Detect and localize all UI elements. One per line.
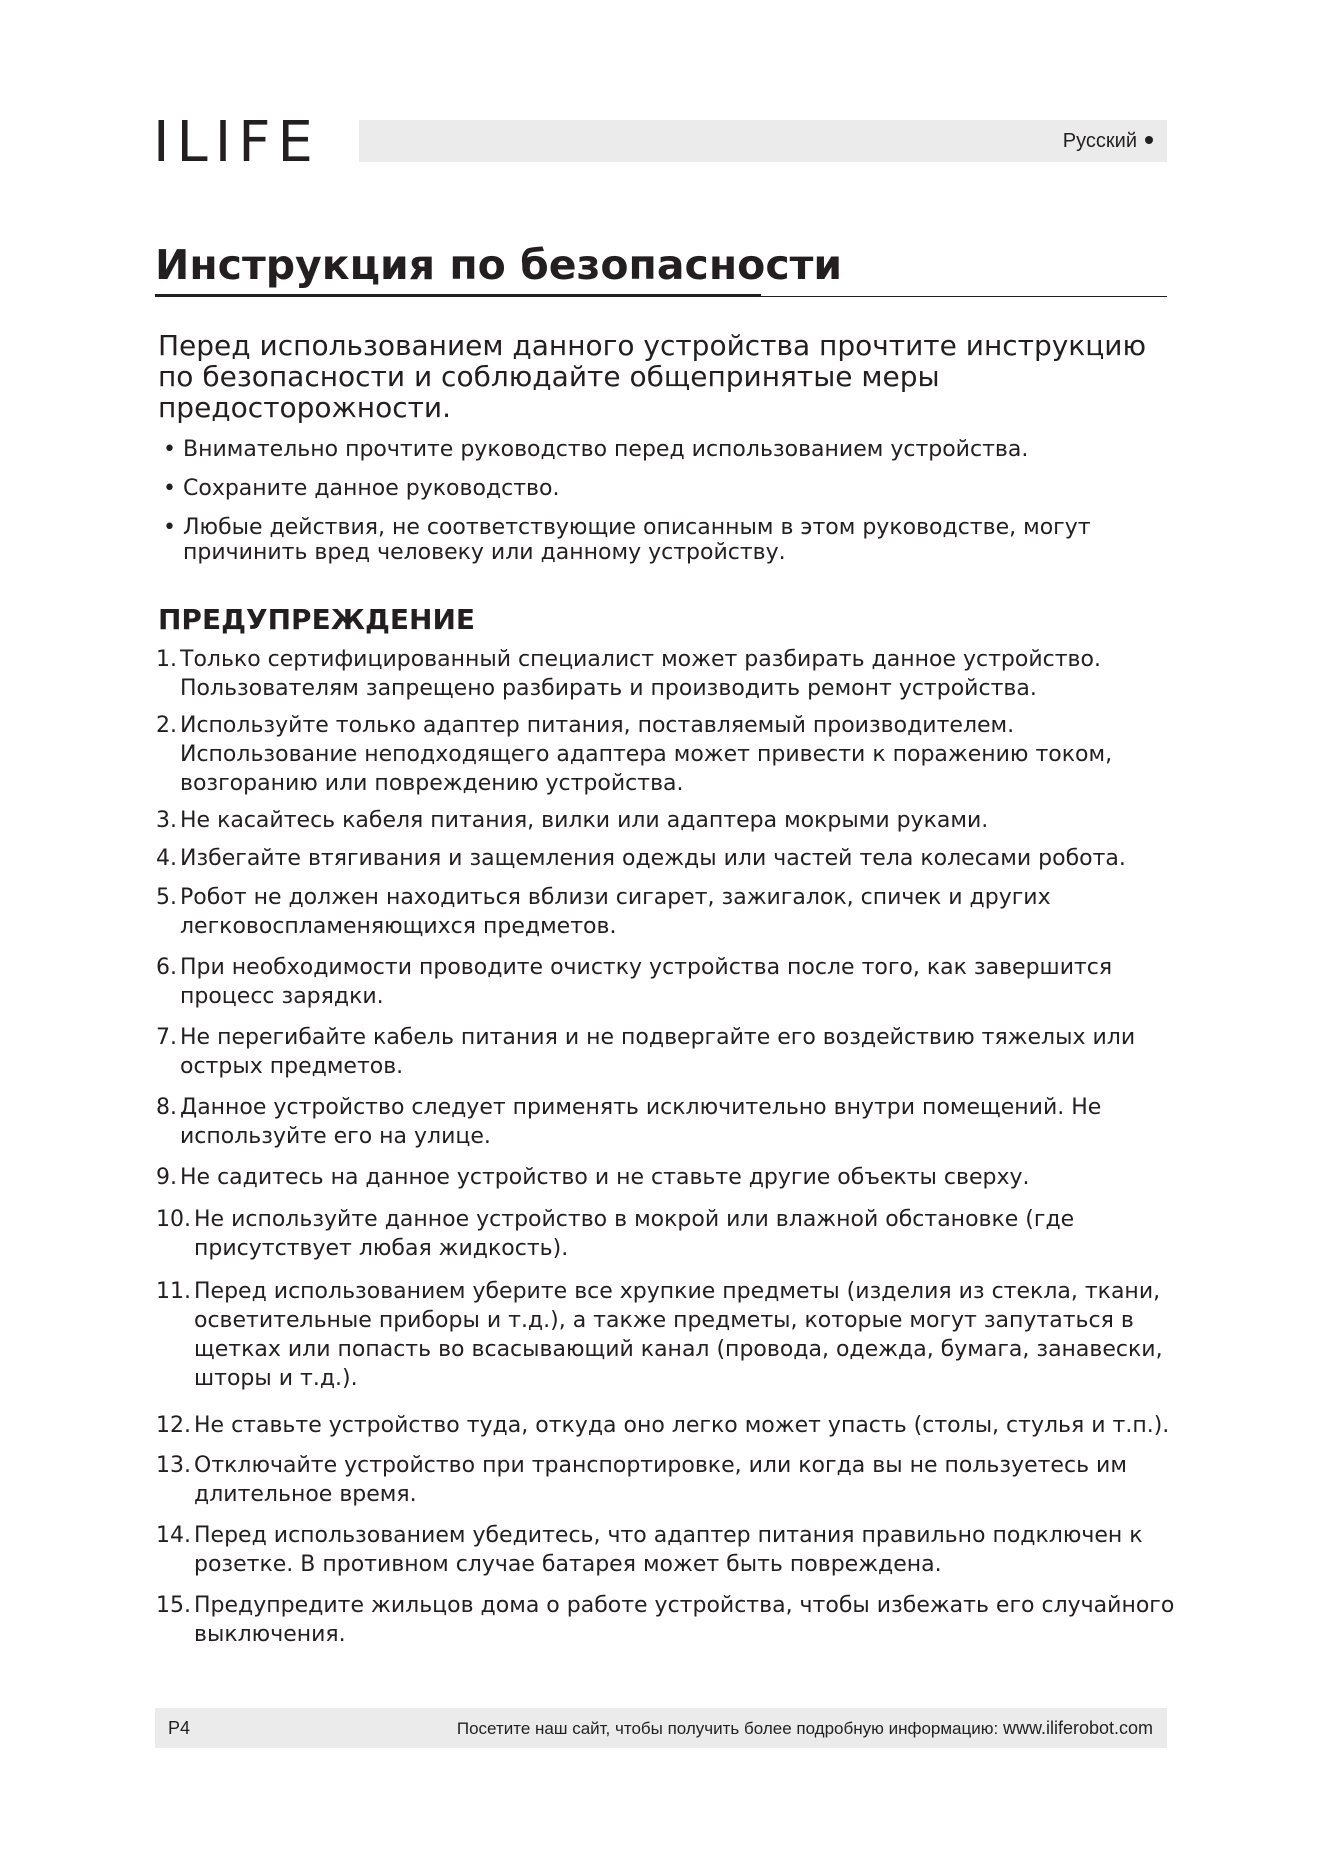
list-item: 2. Используйте только адаптер питания, поставляемый производителем. Использование неподходящего адаптера может привести к поражению током, возгоранию или повреждению устройства. [156, 713, 1113, 796]
list-item: 9. Не садитесь на данное устройство и не ставьте другие объекты сверху. [156, 1165, 1030, 1190]
list-item: 13. Отключайте устройство при транспортировке, или когда вы не пользуетесь им длительное время. [156, 1453, 1127, 1507]
list-item: 10. Не используйте данное устройство в мокрой или влажной обстановке (где присутствует любая жидкость). [156, 1207, 1075, 1261]
list-item: • Внимательно прочтите руководство перед использованием устройства. [163, 437, 1123, 462]
page-title: Инструкция по безопасности [155, 241, 843, 289]
list-item: 14. Перед использованием убедитесь, что адаптер питания правильно подключен к розетке. В противном случае батарея может быть повреждена. [156, 1523, 1143, 1577]
footer-bar [155, 1708, 1167, 1748]
list-item: • Сохраните данное руководство. [163, 476, 1123, 501]
list-item: 8. Данное устройство следует применять исключительно внутри помещений. Не используйте его на улице. [156, 1095, 1102, 1149]
page-number: P4 [168, 1718, 191, 1738]
list-item: 11. Перед использованием уберите все хрупкие предметы (изделия из стекла, ткани, осветительные приборы и т.д.), а также предметы, которые могут запутаться в щетках или попасть во всасывающий канал (провода, одежда, бумага, занавески, шторы и т.д.). [156, 1279, 1163, 1391]
list-item: 4. Избегайте втягивания и защемления одежды или частей тела колесами робота. [156, 846, 1126, 871]
language-bar [359, 120, 1167, 162]
title-underline [155, 294, 761, 297]
list-item: 5. Робот не должен находиться вблизи сигарет, зажигалок, спичек и других легковоспламеняющихся предметов. [156, 885, 1051, 939]
ilife-logo: ILIFE [153, 110, 320, 175]
bullet-list [163, 437, 1123, 579]
website-link[interactable]: www.iliferobot.com [1002, 1718, 1153, 1738]
language-label: Русский [1063, 129, 1153, 153]
list-item: 1. Только сертифицированный специалист может разбирать данное устройство. Пользователям запрещено разбирать и производить ремонт устройства. [156, 647, 1101, 701]
list-item: 12. Не ставьте устройство туда, откуда оно легко может упасть (столы, стулья и т.п.). [156, 1413, 1170, 1438]
bullet-dot-icon [1145, 136, 1153, 144]
footer-note: Посетите наш сайт, чтобы получить более подробную информацию: www.iliferobot.com [456, 1718, 1153, 1738]
list-item: 7. Не перегибайте кабель питания и не подвергайте его воздействию тяжелых или острых предметов. [156, 1025, 1136, 1079]
warning-heading: ПРЕДУПРЕЖДЕНИЕ [158, 603, 476, 636]
list-item: 15. Предупредите жильцов дома о работе устройства, чтобы избежать его случайного выключения. [156, 1593, 1175, 1647]
intro-paragraph: Перед использованием данного устройства прочтите инструкцию по безопасности и соблюдайте общепринятые меры предосторожности. [158, 329, 1147, 424]
list-item: • Любые действия, не соответствующие описанным в этом руководстве, могут причинить вред человеку или данному устройству. [163, 515, 1123, 565]
list-item: 6. При необходимости проводите очистку устройства после того, как завершится процесс зарядки. [156, 955, 1113, 1009]
list-item: 3. Не касайтесь кабеля питания, вилки или адаптера мокрыми руками. [156, 808, 989, 833]
